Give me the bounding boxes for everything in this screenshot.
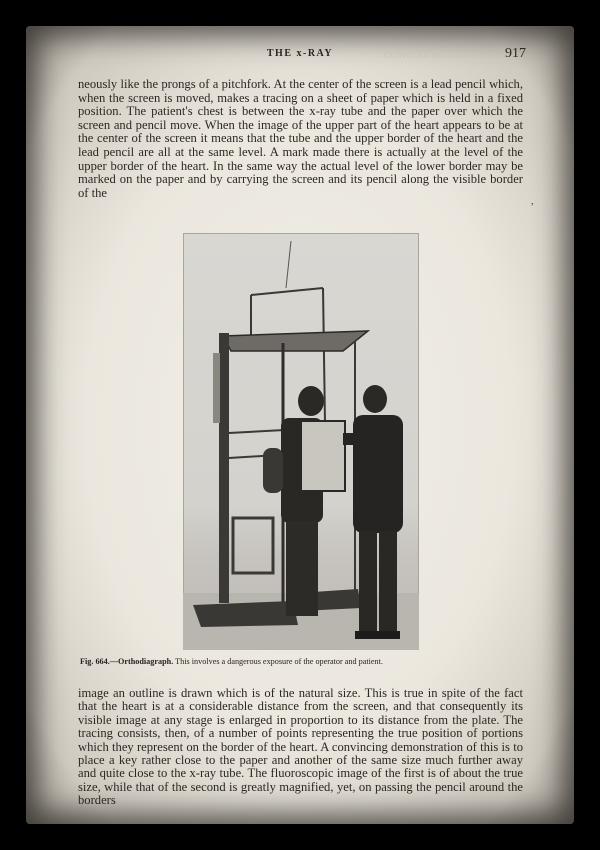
- stray-mark: ,: [531, 196, 534, 207]
- running-head: THE x-RAY: [266, 48, 334, 59]
- body-text-top: neously like the prongs of a pitchfork. At the center of the screen is a lead pencil which, when the screen is moved, makes a tracing on a sheet of paper which is held in a fixed position. The patient's chest is between the x-ray tube and the paper over which the screen and pencil move. When the image of the upper part of the heart appears to be at the center of the screen it means that the tube and the upper border of the heart and the lead pencil are all at the same level. A mark made there is actually at the level of the upper border of the heart. In the same way the actual level of the lower border may be marked on the paper and by carrying the screen and its pencil along the visible border of the: [78, 77, 523, 200]
- ghost-running-head: CLINICAL MEDICINE: [383, 51, 479, 60]
- orthodiagraph-illustration: [183, 233, 419, 650]
- caption-label: Fig. 664.—Orthodiagraph.: [80, 657, 174, 666]
- page-number: 917: [505, 46, 526, 61]
- figure-caption: [80, 657, 540, 666]
- page-header: [26, 48, 574, 64]
- caption-text: This involves a dangerous exposure of the operator and patient.: [173, 657, 383, 666]
- book-page: [26, 26, 574, 824]
- body-text-bottom: image an outline is drawn which is of the natural size. This is true in spite of the fact that the heart is at a considerable distance from the screen, and that consequently its visible image at any stage is enlarged in proportion to its distance from the plate. The tracing consists, then, of a number of points representing the true position of portions which they represent on the border of the heart. A convincing demonstration of this is to place a key rather close to the paper and another of the same size much further away and quite close to the x-ray tube. The fluoroscopic image of the first is of about the true size, while that of the second is greatly magnified, yet, on passing the pencil around the borders: [78, 686, 523, 808]
- orthodiagraph-photo: [183, 233, 419, 650]
